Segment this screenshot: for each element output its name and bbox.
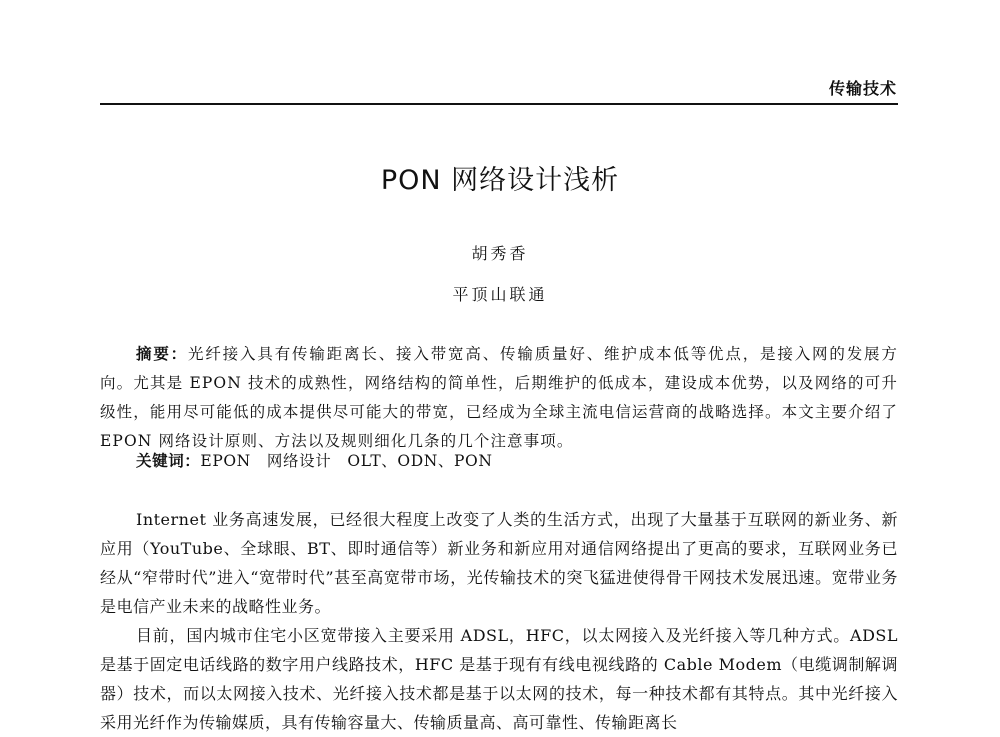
keywords-text: EPON 网络设计 OLT、ODN、PON — [200, 452, 493, 470]
author: 胡秀香 — [471, 244, 529, 263]
affiliation: 平顶山联通 — [452, 285, 548, 304]
keywords-label: 关键词： — [136, 452, 201, 470]
body-paragraph: 目前，国内城市住宅小区宽带接入主要采用 ADSL，HFC，以太网接入及光纤接入等几种方式。ADSL 是基于固定电话线路的数字用户线路技术，HFC 是基于现有有线电视线路的 Cable Modem（电缆调制解调器）技术，而以太网接入技术、光纤接入技术都是基于以太网的技术，每一种技术都有其特点。其中光纤接入采用光纤作为传输媒质，具有传输容量大、传输质量高、高可靠性、传输距离长 — [100, 626, 898, 732]
abstract-text: 光纤接入具有传输距离长、接入带宽高、传输质量好、维护成本低等优点，是接入网的发展方向。尤其是 EPON 技术的成熟性，网络结构的简单性，后期维护的低成本，建设成本优势，以及网络的可升级性，能用尽可能低的成本提供尽可能大的带宽，已经成为全球主流电信运营商的战略选择。本文主要介绍了 EPON 网络设计原则、方法以及规则细化几条的几个注意事项。 — [100, 345, 898, 450]
header-rule — [100, 103, 898, 105]
article-title: PON 网络设计浅析 — [380, 165, 620, 196]
abstract-label: 摘要： — [136, 345, 189, 363]
body-text — [100, 505, 898, 737]
keywords — [136, 451, 896, 471]
body-paragraph: Internet 业务高速发展，已经很大程度上改变了人类的生活方式，出现了大量基于互联网的新业务、新应用（YouTube、全球眼、BT、即时通信等）新业务和新应用对通信网络提出了更高的要求，互联网业务已经从“窄带时代”进入“宽带时代”甚至高宽带市场，光传输技术的突飞猛进使得骨干网技术发展迅速。宽带业务是电信产业未来的战略性业务。 — [100, 510, 898, 616]
section-label: 传输技术 — [828, 79, 897, 98]
abstract — [100, 340, 898, 456]
